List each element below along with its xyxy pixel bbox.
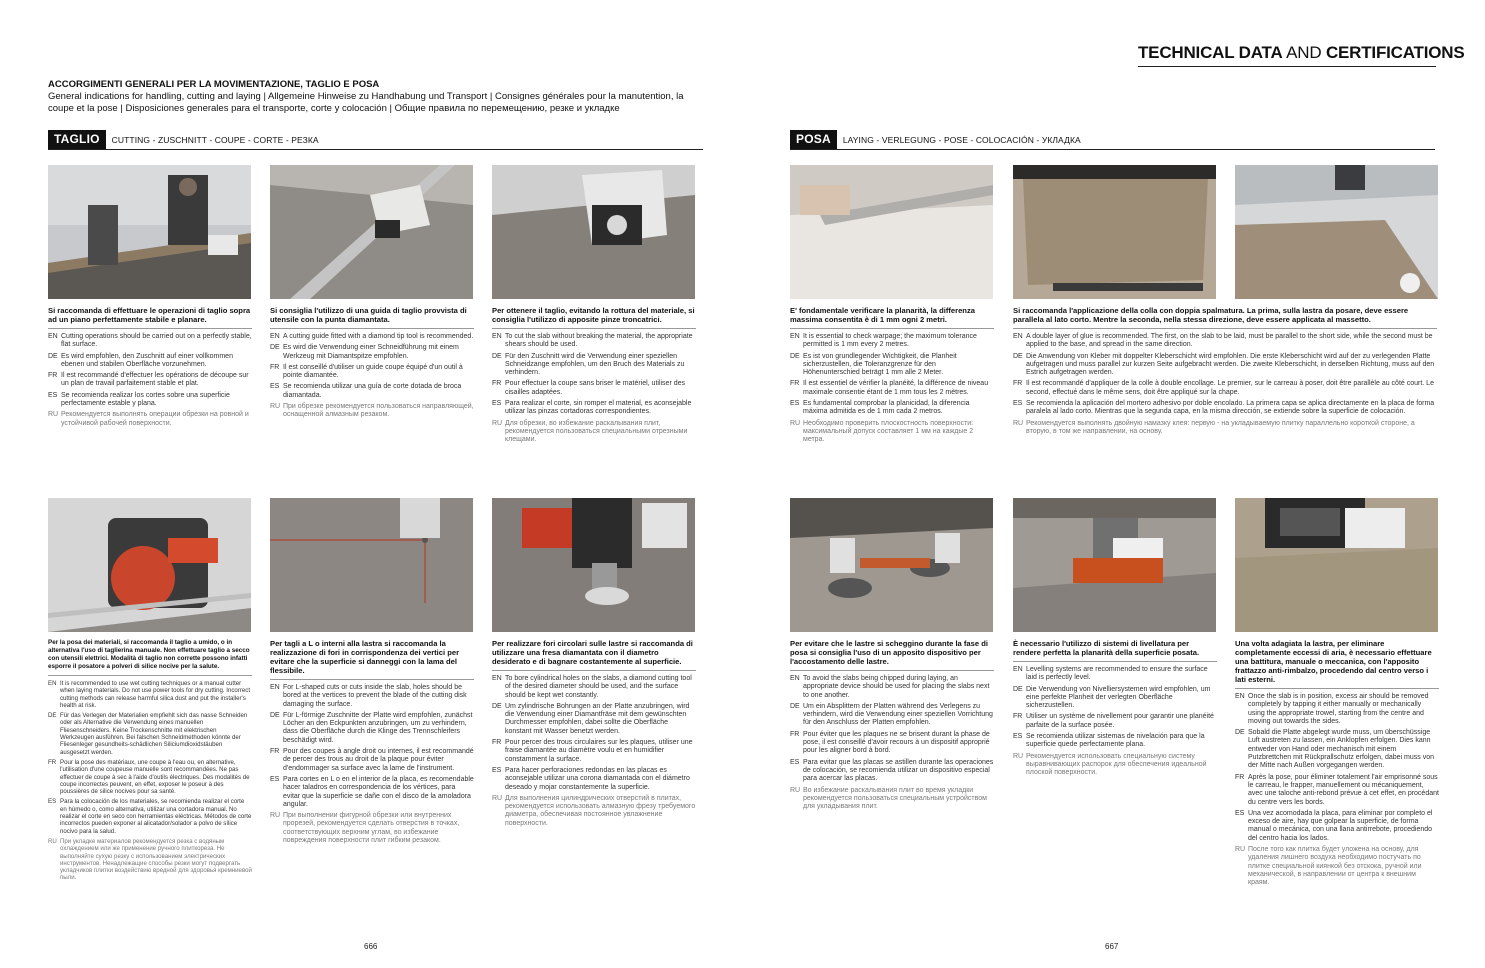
lang-row: [1235, 846, 1439, 887]
lang-text: При обрезке рекомендуется пользоваться направляющей, оснащенной алмазным резаком.: [283, 403, 474, 419]
lang-text: Рекомендуется выполнять операции обрезки на ровной и устойчивой рабочей поверхности.: [61, 411, 249, 427]
lang-row: [790, 787, 994, 812]
lang-code: RU: [270, 812, 281, 820]
lang-row: [790, 380, 994, 397]
lang-text: Après la pose, pour éliminer totalement l'air emprisonné sous le carreau, le frapper, manuellement ou mécaniquement, avec une taloche anti-rebond prévue à cet effet, en procédant du centre vers les bords.: [1248, 773, 1439, 806]
lang-text: Para cortes en L o en el interior de la placa, es recomendable hacer taladros en correspondencia de los vértices, para evitar que la superficie se dañe con el disco de la amoladora angular.: [283, 775, 474, 808]
lang-row: [48, 411, 252, 428]
lang-code: DE: [1235, 729, 1245, 737]
lang-row: [492, 675, 696, 700]
section-badge-posa: POSA: [790, 130, 837, 149]
lang-code: DE: [1013, 685, 1023, 693]
lang-row: [492, 333, 696, 350]
lang-code: DE: [270, 344, 280, 352]
section-label-posa: LAYING - VERLEGUNG - POSE - COLOCACIÓN - УКЛАДКА: [842, 134, 1081, 145]
lang-row: [48, 333, 252, 350]
lang-row: [270, 748, 474, 773]
photo-cutting-guide: [270, 165, 473, 299]
lang-text: Рекомендуется использовать специальную систему выравнивающих распорок для обеспечения идеальной плоской поверхности.: [1026, 752, 1207, 777]
section-posa: [790, 130, 1081, 149]
lang-text: Para hacer perforaciones redondas en las placas es aconsejable utilizar una corona diamantada con el diámetro deseado y mojar constantemente la superficie.: [505, 766, 690, 791]
lang-text: Cutting operations should be carried out on a perfectly stable, flat surface.: [61, 333, 252, 349]
lang-code: EN: [48, 333, 58, 340]
section-badge-taglio: TAGLIO: [48, 130, 106, 149]
lang-text: Once the slab is in position, excess air should be removed completely by tapping it either manually or mechanically using the appropriate trowel, starting from the centre and moving out towards the sides.: [1248, 693, 1429, 725]
lang-code: FR: [48, 758, 57, 766]
lang-code: DE: [48, 352, 58, 360]
lang-code: RU: [1013, 419, 1024, 427]
lang-text: Il est essentiel de vérifier la planéité, la différence de niveau maximale consentie étant de 1 mm tous les 2 mètres.: [803, 380, 989, 396]
text-block-10: [1013, 639, 1217, 781]
lang-row: [270, 403, 474, 420]
lang-text: To avoid the slabs being chipped during laying, an appropriate device should be used for placing the slabs next to one another.: [803, 675, 990, 699]
lang-text: При укладке материалов рекомендуется резка с водяным охлаждением или же применение ручного плиткореза. Не выполняйте сухую резку с использованием электрических инструментов. Ненадлежащие способы резки могут подвергать укладчиков плитки воздействию вредной для здоровья кремниевой пыли.: [60, 837, 252, 882]
lang-row: [790, 675, 994, 700]
lang-code: ES: [1013, 733, 1023, 741]
caption: È necessario l'utilizzo di sistemi di livellatura per rendere perfetta la planarità della superficie posata.: [1013, 639, 1217, 662]
lang-row: [48, 353, 252, 370]
lang-row: [270, 383, 474, 400]
lang-code: ES: [270, 775, 280, 783]
text-block-7: [270, 639, 474, 848]
lang-row: [1013, 353, 1437, 378]
lang-code: ES: [790, 758, 800, 766]
lang-row: [492, 767, 696, 792]
lang-text: Una vez acomodada la placa, para eliminar por completo el exceso de aire, hay que golpear la superficie, de forma manual o mecánica, con una llana antirrebote, procediendo del centro hacia los lados.: [1248, 809, 1433, 842]
lang-text: При выполнении фигурной обрезки или внутренних прорезей, рекомендуется сделать отверстия в точках, соответствующих верхним углам, во избежание повреждения поверхности плит гибким резаком.: [283, 812, 460, 845]
lang-row: [1013, 753, 1217, 778]
text-block-11: [1235, 639, 1439, 891]
photo-adhesive-slab: [1013, 165, 1216, 299]
lang-row: [492, 739, 696, 764]
lang-text: Рекомендуется выполнять двойную намазку клея: первую - на укладываемую плитку параллельно короткой стороне, а вторую, в том же направлении, на основу.: [1026, 419, 1415, 435]
lang-row: [1013, 713, 1217, 730]
lang-text: Il est recommandé d'appliquer de la colle à double encollage. Le premier, sur le carreau à poser, doit être parallèle au côté court. Le second, effectué dans le même sens, doit être appliqué sur la chape.: [1026, 380, 1434, 396]
lang-code: EN: [1013, 666, 1023, 673]
lang-code: FR: [492, 380, 502, 388]
lang-code: EN: [492, 675, 502, 682]
lang-text: Es ist von grundlegender Wichtigkeit, die Planheit sicherzustellen, die Toleranzgrenze für den Höhenunterschied beträgt 1 mm alle 2 Meter.: [803, 352, 957, 377]
photo-l-shaped-cut: [270, 498, 473, 632]
lang-row: [270, 776, 474, 809]
lang-code: RU: [1013, 752, 1024, 760]
lang-row: [1013, 400, 1437, 417]
lang-code: DE: [270, 711, 280, 719]
lang-row: [790, 731, 994, 756]
lang-row: [48, 712, 252, 756]
section-divider-posa: [790, 149, 1435, 150]
lang-code: DE: [790, 352, 800, 360]
lang-text: Se recomienda utilizar una guía de corte dotada de broca diamantada.: [283, 383, 462, 399]
lang-code: FR: [48, 372, 58, 380]
lang-row: [270, 344, 474, 361]
lang-code: ES: [790, 400, 800, 408]
photo-flatness-check: [790, 165, 993, 299]
lang-text: Pour éviter que les plaques ne se brisent durant la phase de pose, il est conseillé d'avoir recours à un dispositif approprié pour les aligner bord à bord.: [803, 730, 990, 755]
lang-text: Для выполнения цилиндрических отверстий в плитах, рекомендуется использовать алмазную фрезу требуемого диаметра, обеспечивая постоянное увлажнение поверхности.: [505, 794, 696, 827]
lang-code: DE: [492, 352, 502, 360]
caption: Una volta adagiata la lastra, per eliminare completamente eccessi di aria, è necessario effettuare una battitura, manuale o meccanica, con l'apposito frattazzo anti-rimbalzo, procedendo dal centro verso i lati esterni.: [1235, 639, 1439, 689]
photo-cutting-workbench: [48, 165, 251, 299]
lang-code: FR: [492, 739, 502, 747]
lang-text: A double layer of glue is recommended. The first, on the slab to be laid, must be parallel to the short side, while the second must be applied to the base, and spread in the same direction.: [1026, 333, 1433, 349]
lang-row: [270, 712, 474, 745]
lang-code: RU: [1235, 846, 1246, 854]
page-number-left: 666: [364, 942, 378, 951]
lang-code: ES: [492, 766, 502, 774]
lang-code: RU: [492, 794, 503, 802]
lang-row: [790, 703, 994, 728]
text-block-6: [48, 639, 252, 885]
lang-text: For L-shaped cuts or cuts inside the slab, holes should be bored at the vertices to prevent the blade of the cutting disk damaging the surface.: [283, 684, 467, 708]
intro-subtitle: General indications for handling, cutting and laying | Allgemeine Hinweise zu Handhabung und Transport | Consignes générales pour la manutention, la coupe et la pose | Disposiciones generales para el transporte, corte y colocación | Общие правила по перемещению, резке и укладке: [48, 91, 684, 114]
caption: Per evitare che le lastre si scheggino durante la fase di posa si consiglia l'uso di un apposito dispositivo per l'accostamento delle lastre.: [790, 639, 994, 671]
lang-code: DE: [790, 702, 800, 710]
lang-code: RU: [790, 786, 801, 794]
text-block-9: [790, 639, 994, 814]
page-header-title: [1138, 43, 1465, 65]
lang-code: EN: [1013, 333, 1023, 340]
text-block-5: [1013, 306, 1437, 439]
page-number-right: 667: [1105, 942, 1119, 951]
lang-text: It is recommended to use wet cutting techniques or a manual cutter when laying materials. Do not use power tools for dry cutting. Incorrect cutting methods can release harmful silica dust and put the installer's health at risk.: [60, 680, 251, 709]
lang-text: Il est conseillé d'utiliser un guide coupe équipé d'un outil à pointe diamantée.: [283, 363, 463, 380]
lang-row: [1013, 420, 1437, 437]
lang-text: Es wird empfohlen, den Zuschnitt auf einer vollkommen ebenen und stabilen Oberfläche vorzunehmen.: [61, 352, 233, 368]
lang-text: Para evitar que las placas se astillen durante las operaciones de colocación, se recomienda utilizar un dispositivo especial para acercar las placas.: [803, 758, 994, 783]
lang-code: ES: [1235, 809, 1245, 817]
lang-text: Sobald die Platte abgelegt wurde muss, um überschüssige Luft austreten zu lassen, ein Anklopfen erfolgen. Dies kann entweder von Hand oder mechanisch mit einem Putzbrettchen mit Rückprallschutz erfolgen, dabei muss von der Mitte nach Außen vorgegangen werden.: [1248, 729, 1434, 770]
lang-row: [1235, 729, 1439, 770]
lang-code: ES: [48, 391, 58, 399]
intro-title: ACCORGIMENTI GENERALI PER LA MOVIMENTAZIONE, TAGLIO E POSA: [48, 79, 380, 90]
lang-row: [1235, 693, 1439, 726]
lang-code: RU: [48, 837, 57, 845]
lang-text: Um zylindrische Bohrungen an der Platte anzubringen, wird die Verwendung einer Diamantfräse mit dem gewünschten Durchmesser empfohlen, dabei sollte die Oberfläche konstant mit Wasser benetzt werden.: [505, 702, 690, 735]
lang-code: FR: [1013, 713, 1023, 721]
lang-text: Para la colocación de los materiales, se recomienda realizar el corte en húmedo o, como alternativa, utilizar una cortadora manual. No realizar el corte en seco con herramientas eléctricas. Métodos de corte incorrectos pueden exponer al alicatador/solador a polvo de sílice nocivo para la salud.: [60, 798, 252, 835]
lang-row: [492, 420, 696, 445]
lang-code: RU: [270, 403, 281, 411]
lang-code: ES: [48, 798, 57, 806]
lang-text: Die Anwendung von Kleber mit doppelter Kleberschicht wird empfohlen. Die erste Kleberschicht wird auf der zu verlegenden Platte aufgetragen und muss parallel zur kurzen Seite aufgebracht werden. Die zweite Kleberschicht, in derselben Richtung, muss auf den Estrich aufgetragen werden.: [1026, 352, 1435, 377]
lang-code: EN: [270, 333, 280, 340]
lang-code: ES: [492, 400, 502, 408]
lang-code: EN: [790, 675, 800, 682]
lang-row: [270, 333, 474, 341]
lang-text: Für L-förmige Zuschnitte der Platte wird empfohlen, zunächst Löcher an den Eckpunkten anzubringen, um zu verhindern, dass die Oberfläche durch die Klinge des Trennschleifers beschädigt wird.: [283, 711, 473, 744]
caption: E' fondamentale verificare la planarità, la differenza massima consentita è di 1 mm ogni 2 metri.: [790, 306, 994, 329]
lang-row: [1235, 774, 1439, 807]
lang-code: FR: [1013, 380, 1023, 388]
section-label-taglio: CUTTING - ZUSCHNITT - COUPE - CORTE - РЕЗКА: [111, 134, 319, 145]
lang-row: [1013, 333, 1437, 350]
lang-row: [1013, 380, 1437, 397]
lang-code: FR: [790, 380, 800, 388]
lang-row: [270, 364, 474, 381]
caption: Si raccomanda di effettuare le operazioni di taglio sopra ad un piano perfettamente stabile e planare.: [48, 306, 252, 329]
lang-row: [492, 380, 696, 397]
lang-row: [48, 759, 252, 795]
lang-code: FR: [270, 748, 280, 756]
lang-row: [48, 372, 252, 389]
lang-text: Für den Zuschnitt wird die Verwendung einer speziellen Schneidzange empfohlen, um den Bruch des Materials zu verhindern.: [505, 352, 685, 377]
photo-shears-pliers: [492, 165, 695, 299]
lang-text: Pour la pose des matériaux, une coupe à l'eau ou, en alternative, l'utilisation d'une coupeuse manuelle sont recommandées. Ne pas effectuer de coupe à sec à l'aide d'outils électriques. Des modalités de coupe incorrectes peuvent, en effet, exposer le poseur à des poussières de silice nocives pour sa santé.: [60, 758, 250, 796]
lang-code: EN: [1235, 693, 1245, 700]
lang-row: [790, 400, 994, 417]
lang-row: [492, 703, 696, 736]
caption: Si raccomanda l'applicazione della colla con doppia spalmatura. La prima, sulla lastra da posare, deve essere parallela al lato corto. Mentre la seconda, nella stessa direzione, deve essere applicata al massetto.: [1013, 306, 1437, 329]
lang-code: DE: [492, 702, 502, 710]
lang-text: Необходимо проверить плоскостность поверхности: максимальный допуск составляет 1 мм на каждые 2 метра.: [803, 419, 974, 444]
lang-text: Se recomienda realizar los cortes sobre una superficie perfectamente estable y plana.: [61, 391, 230, 408]
lang-text: Die Verwendung von Nivelliersystemen wird empfohlen, um eine perfekte Planheit der verlegten Oberfläche sicherzustellen.: [1026, 685, 1211, 710]
lang-row: [492, 795, 696, 828]
text-block-4: [790, 306, 994, 448]
lang-code: FR: [270, 363, 280, 371]
lang-code: RU: [790, 419, 801, 427]
lang-row: [492, 353, 696, 378]
lang-row: [492, 400, 696, 417]
lang-code: ES: [270, 383, 280, 391]
lang-row: [48, 392, 252, 409]
section-divider-taglio: [48, 149, 703, 150]
lang-text: Für das Verlegen der Materialien empfiehlt sich das nasse Schneiden oder als Alternative die Verwendung eines manuellen Fliesenschneiders. Keine Trockenschnitte mit elektrischen Werkzeugen ausführen. Bei falschen Schneidmethoden könnte der Fliesenleger gesundheits-schädlichen Siliciumdioxidstäuben ausgesetzt werden.: [60, 712, 248, 756]
lang-code: FR: [790, 730, 800, 738]
lang-code: DE: [1013, 352, 1023, 360]
lang-text: Pour des coupes à angle droit ou internes, il est recommandé de percer des trous au droit de la plaque pour éviter d'endommager sa surface avec la lame de l'instrument.: [283, 748, 474, 772]
lang-code: ES: [1013, 400, 1023, 408]
lang-text: To cut the slab without breaking the material, the appropriate shears should be used.: [505, 333, 693, 349]
lang-text: Se recomienda utilizar sistemas de nivelación para que la superficie quede perfectamente plana.: [1026, 733, 1205, 749]
lang-text: После того как плитка будет уложена на основу, для удаления лишнего воздуха необходимо постучать по плитке специальной киянкой без отскока, ручной или механической, в направлении от центра к внешним краям.: [1248, 846, 1422, 887]
lang-text: Um ein Absplittern der Platten während des Verlegens zu verhindern, wird die Verwendung einer speziellen Vorrichtung für den Anschluss der Platten empfohlen.: [803, 702, 993, 727]
lang-row: [790, 420, 994, 445]
photo-tapping-trowel: [1235, 498, 1438, 632]
text-block-1: [48, 306, 252, 431]
lang-text: Se recomienda la aplicación del mortero adhesivo por doble encolado. La primera capa se aplica directamente en la placa de forma paralela al lado corto. Mientras que la segunda capa, en la misma dirección, se extiende sobre la superficie de colocación.: [1026, 400, 1435, 416]
section-taglio: [48, 130, 319, 149]
photo-adhesive-floor: [1235, 165, 1438, 299]
header-bold-1: TECHNICAL DATA: [1138, 43, 1283, 62]
header-light: AND: [1282, 43, 1326, 62]
lang-code: EN: [790, 333, 800, 340]
lang-text: Levelling systems are recommended to ensure the surface laid is perfectly level.: [1026, 666, 1208, 682]
text-block-2: [270, 306, 474, 423]
lang-text: Во избежание раскалывания плит во время укладки рекомендуется пользоваться специальным устройством для укладывания плит.: [803, 786, 987, 811]
header-bold-2: CERTIFICATIONS: [1325, 43, 1465, 62]
lang-text: Pour effectuer la coupe sans briser le matériel, utiliser des cisailles adaptées.: [505, 380, 686, 396]
photo-drilling: [492, 498, 695, 632]
caption: Per la posa dei materiali, si raccomanda il taglio a umido, o in alternativa l'uso di taglierina manuale. Non effettuare taglio a secco con utensili elettrici. Modalità di taglio non corrette possono infatti esporre il posatore a polveri di silice nocive per la salute.: [48, 639, 252, 676]
lang-code: RU: [492, 419, 503, 427]
lang-text: Para realizar el corte, sin romper el material, es aconsejable utilizar las pinzas cortadoras correspondientes.: [505, 400, 692, 416]
lang-row: [48, 838, 252, 882]
lang-code: EN: [48, 680, 57, 687]
lang-row: [270, 812, 474, 845]
caption: Per realizzare fori circolari sulle lastre si raccomanda di utilizzare una fresa diamantata con il diametro desiderato e di bagnare costantemente al superficie.: [492, 639, 696, 671]
lang-row: [48, 798, 252, 834]
lang-row: [1013, 686, 1217, 711]
photo-levelling-system: [1013, 498, 1216, 632]
lang-row: [790, 759, 994, 784]
lang-text: Utiliser un système de nivellement pour garantir une planéité parfaite de la surface posée.: [1026, 713, 1214, 729]
lang-code: DE: [48, 712, 57, 720]
lang-code: EN: [270, 684, 280, 691]
header-divider: [1138, 66, 1436, 67]
photo-wet-cutting: [48, 498, 251, 632]
caption: Si consiglia l'utilizzo di una guida di taglio provvista di utensile con la punta diamantata.: [270, 306, 474, 329]
caption: Per ottenere il taglio, evitando la rottura del materiale, si consiglia l'utilizzo di apposite pinze troncatrici.: [492, 306, 696, 329]
caption: Per tagli a L o interni alla lastra si raccomanda la realizzazione di fori in corrispondenza dei vertici per evitare che la superficie si danneggi con la lama del flessibile.: [270, 639, 474, 680]
lang-code: RU: [48, 411, 59, 419]
lang-row: [1235, 810, 1439, 843]
lang-code: FR: [1235, 773, 1245, 781]
text-block-3: [492, 306, 696, 448]
lang-text: Для обрезки, во избежание раскалывания плит, рекомендуется пользоваться специальными отрезными клещами.: [505, 419, 688, 444]
lang-row: [790, 333, 994, 350]
text-block-8: [492, 639, 696, 831]
lang-text: Es fundamental comprobar la planicidad, la diferencia máxima admitida es de 1 mm cada 2 metros.: [803, 400, 970, 416]
lang-text: A cutting guide fitted with a diamond tip tool is recommended.: [283, 333, 474, 340]
lang-text: Es wird die Verwendung einer Schneidführung mit einem Werkzeug mit Diamantspitze empfohlen.: [283, 344, 459, 360]
lang-row: [1013, 666, 1217, 683]
photo-suction-device: [790, 498, 993, 632]
lang-text: It is essential to check warpage; the maximum tolerance permitted is 1 mm every 2 metres.: [803, 333, 977, 349]
lang-row: [1013, 733, 1217, 750]
lang-row: [790, 353, 994, 378]
lang-text: Pour percer des trous circulaires sur les plaques, utiliser une fraise diamantée au diamètre voulu et en humidifier constamment la surface.: [505, 739, 693, 763]
lang-row: [270, 684, 474, 709]
lang-text: To bore cylindrical holes on the slabs, a diamond cutting tool of the desired diameter should be used, and the surface should be kept wet constantly.: [505, 675, 692, 699]
lang-row: [48, 680, 252, 709]
lang-code: EN: [492, 333, 502, 340]
lang-text: Il est recommandé d'effectuer les opérations de découpe sur un plan de travail parfaitement stable et plat.: [61, 372, 249, 388]
